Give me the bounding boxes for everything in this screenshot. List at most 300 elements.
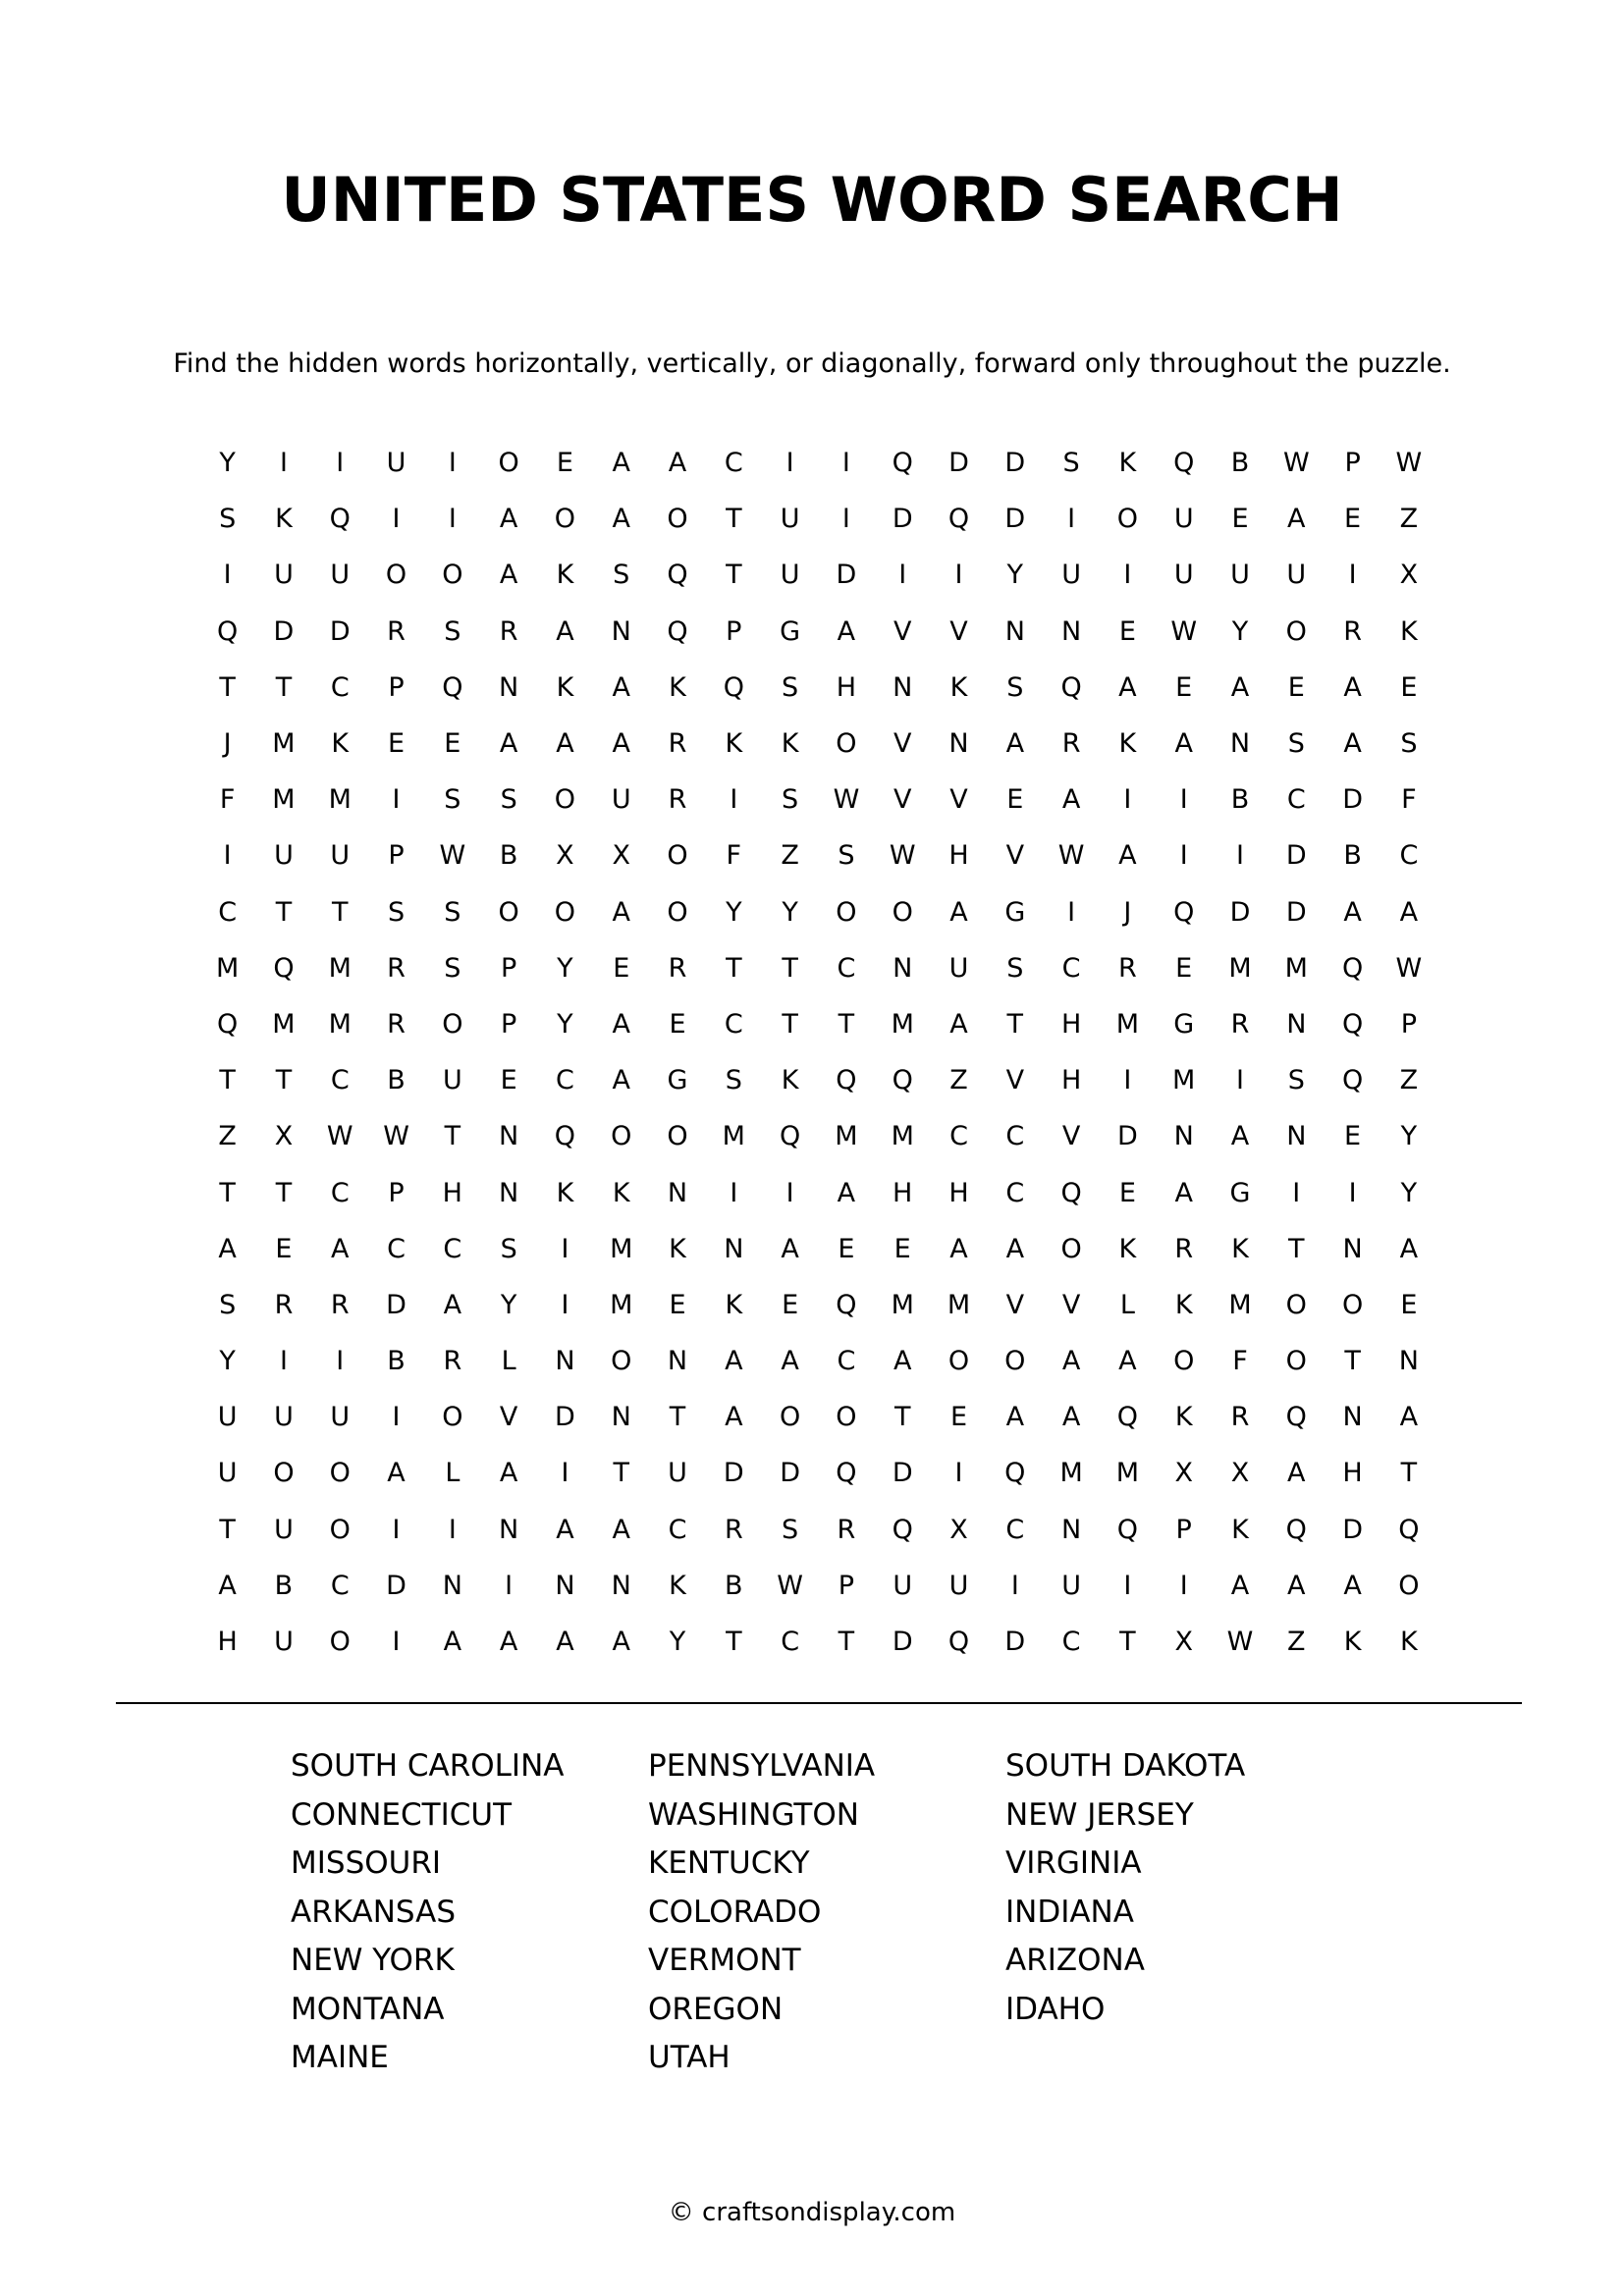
grid-letter: A <box>612 1008 630 1040</box>
word-list-item: VIRGINIA <box>1005 1845 1142 1881</box>
grid-letter: C <box>724 448 743 479</box>
grid-letter: O <box>498 448 519 479</box>
grid-letter: O <box>442 1008 463 1040</box>
grid-letter: L <box>501 1346 516 1377</box>
grid-letter: P <box>1400 1008 1418 1040</box>
grid-letter: Q <box>892 448 913 479</box>
grid-letter: N <box>1061 615 1082 647</box>
grid-letter: U <box>1061 560 1081 591</box>
grid-letter: U <box>330 840 351 872</box>
grid-letter: W <box>1282 448 1310 479</box>
grid-letter: I <box>223 560 232 591</box>
grid-letter: I <box>841 448 850 479</box>
grid-letter: U <box>330 560 351 591</box>
grid-letter: A <box>1005 1402 1025 1433</box>
grid-letter: N <box>667 1177 688 1208</box>
grid-letter: U <box>948 952 969 984</box>
grid-letter: D <box>892 504 913 535</box>
grid-letter: R <box>387 1008 406 1040</box>
grid-letter: O <box>667 1121 688 1152</box>
grid-letter: T <box>444 1121 461 1152</box>
grid-letter: T <box>1119 1627 1136 1658</box>
grid-letter: R <box>1230 1008 1250 1040</box>
grid-letter: V <box>893 615 912 647</box>
grid-letter: R <box>1118 952 1137 984</box>
grid-letter: D <box>1285 896 1307 928</box>
grid-letter: S <box>219 504 237 535</box>
grid-letter: S <box>1006 952 1024 984</box>
grid-letter: S <box>444 784 461 816</box>
grid-letter: W <box>777 1570 803 1601</box>
grid-letter: W <box>383 1121 409 1152</box>
grid-letter: I <box>1123 560 1132 591</box>
grid-letter: D <box>1004 504 1026 535</box>
grid-letter: Y <box>782 896 798 928</box>
grid-letter: F <box>219 784 236 816</box>
grid-letter: Q <box>1285 1402 1307 1433</box>
grid-letter: O <box>611 1121 632 1152</box>
grid-letter: I <box>279 448 288 479</box>
grid-letter: I <box>392 1514 401 1545</box>
grid-letter: D <box>1342 1514 1363 1545</box>
grid-letter: K <box>669 671 686 703</box>
grid-letter: S <box>782 671 799 703</box>
grid-letter: A <box>218 1233 237 1264</box>
grid-letter: E <box>1118 1177 1136 1208</box>
grid-letter: K <box>1231 1233 1249 1264</box>
grid-letter: A <box>499 1458 518 1489</box>
grid-letter: H <box>1342 1458 1363 1489</box>
grid-letter: X <box>1174 1627 1193 1658</box>
grid-letter: N <box>499 1121 519 1152</box>
grid-letter: U <box>1286 560 1307 591</box>
grid-letter: P <box>388 840 405 872</box>
grid-letter: A <box>1287 1570 1306 1601</box>
grid-letter: R <box>837 1514 856 1545</box>
grid-letter: N <box>499 1514 519 1545</box>
grid-letter: A <box>331 1233 350 1264</box>
grid-letter: Z <box>218 1121 237 1152</box>
grid-letter: I <box>223 840 232 872</box>
grid-letter: Z <box>1287 1627 1306 1658</box>
grid-letter: B <box>1343 840 1362 872</box>
grid-letter: V <box>949 784 968 816</box>
word-list-item: ARKANSAS <box>291 1894 457 1930</box>
grid-letter: E <box>1118 615 1136 647</box>
word-search-grid <box>199 435 1437 1670</box>
grid-letter: K <box>556 1177 574 1208</box>
grid-letter: H <box>893 1177 913 1208</box>
grid-letter: M <box>328 952 352 984</box>
grid-letter: N <box>442 1570 462 1601</box>
grid-letter: I <box>841 504 850 535</box>
grid-letter: E <box>1175 671 1193 703</box>
grid-letter: D <box>273 615 295 647</box>
grid-letter: C <box>1061 1627 1081 1658</box>
grid-letter: R <box>668 952 687 984</box>
grid-letter: J <box>223 728 232 760</box>
grid-letter: T <box>219 1065 236 1096</box>
grid-letter: Q <box>329 504 351 535</box>
grid-letter: W <box>833 784 860 816</box>
grid-letter: K <box>949 671 968 703</box>
grid-letter: M <box>891 1121 914 1152</box>
grid-letter: E <box>613 952 630 984</box>
grid-letter: Q <box>1285 1514 1307 1545</box>
grid-letter: O <box>442 1402 463 1433</box>
grid-letter: T <box>275 1065 293 1096</box>
grid-letter: S <box>782 784 799 816</box>
grid-letter: T <box>1288 1233 1305 1264</box>
grid-letter: N <box>1229 728 1251 760</box>
grid-letter: K <box>781 728 799 760</box>
grid-letter: A <box>1343 671 1362 703</box>
grid-letter: O <box>273 1458 295 1489</box>
word-list-item: MAINE <box>291 2040 389 2075</box>
grid-letter: U <box>611 784 631 816</box>
grid-letter: A <box>668 448 687 479</box>
grid-letter: F <box>1401 784 1417 816</box>
grid-letter: W <box>1395 448 1423 479</box>
grid-letter: P <box>838 1570 855 1601</box>
grid-letter: H <box>1060 1008 1082 1040</box>
grid-letter: R <box>387 615 406 647</box>
grid-letter: A <box>1061 1402 1081 1433</box>
word-list-item: OREGON <box>648 1991 784 2027</box>
grid-letter: I <box>392 784 401 816</box>
grid-letter: B <box>1230 448 1250 479</box>
grid-letter: U <box>1230 560 1250 591</box>
grid-letter: X <box>1174 1458 1193 1489</box>
grid-letter: K <box>669 1570 686 1601</box>
grid-letter: A <box>1005 728 1025 760</box>
grid-letter: E <box>1006 784 1024 816</box>
grid-letter: W <box>1170 615 1198 647</box>
grid-letter: N <box>611 1570 631 1601</box>
grid-letter: N <box>555 1570 575 1601</box>
grid-letter: M <box>610 1289 633 1320</box>
grid-letter: R <box>443 1346 462 1377</box>
word-list-item: PENNSYLVANIA <box>648 1748 876 1784</box>
grid-letter: T <box>1400 1458 1418 1489</box>
grid-letter: H <box>1060 1065 1082 1096</box>
grid-letter: C <box>387 1233 406 1264</box>
grid-letter: W <box>1226 1627 1254 1658</box>
grid-letter: O <box>329 1627 351 1658</box>
grid-letter: D <box>948 448 969 479</box>
grid-letter: E <box>388 728 406 760</box>
grid-letter: I <box>1123 1570 1132 1601</box>
grid-letter: T <box>782 1008 798 1040</box>
grid-letter: Q <box>723 671 744 703</box>
grid-letter: U <box>274 560 294 591</box>
grid-letter: T <box>219 671 236 703</box>
grid-letter: E <box>1344 504 1362 535</box>
grid-letter: O <box>385 560 407 591</box>
grid-letter: X <box>556 840 574 872</box>
grid-letter: R <box>668 784 687 816</box>
grid-letter: G <box>780 615 801 647</box>
grid-letter: A <box>556 1514 574 1545</box>
word-list-item: IDAHO <box>1005 1991 1106 2027</box>
grid-letter: M <box>272 1008 296 1040</box>
grid-letter: C <box>1005 1177 1025 1208</box>
grid-letter: B <box>387 1346 406 1377</box>
grid-letter: Y <box>557 1008 573 1040</box>
grid-letter: T <box>1344 1346 1361 1377</box>
grid-letter: N <box>611 615 631 647</box>
grid-letter: R <box>1343 615 1362 647</box>
grid-letter: A <box>1005 1233 1025 1264</box>
grid-letter: R <box>499 615 518 647</box>
grid-letter: O <box>554 504 576 535</box>
grid-letter: K <box>1174 1402 1193 1433</box>
grid-letter: R <box>724 1514 743 1545</box>
grid-letter: O <box>554 896 576 928</box>
footer-copyright: © craftsondisplay.com <box>668 2198 956 2227</box>
grid-letter: N <box>1004 615 1025 647</box>
grid-letter: D <box>329 615 351 647</box>
grid-letter: R <box>1061 728 1081 760</box>
grid-letter: I <box>1292 1177 1301 1208</box>
grid-letter: Q <box>1004 1458 1026 1489</box>
word-list-item: NEW YORK <box>291 1943 455 1978</box>
grid-letter: U <box>1061 1570 1081 1601</box>
grid-letter: H <box>948 1177 969 1208</box>
grid-letter: I <box>448 1514 457 1545</box>
grid-letter: N <box>1286 1008 1307 1040</box>
grid-letter: O <box>1341 1289 1364 1320</box>
grid-letter: C <box>1286 784 1306 816</box>
grid-letter: A <box>1287 1458 1306 1489</box>
grid-letter: T <box>726 1627 742 1658</box>
word-list-item: SOUTH CAROLINA <box>291 1748 565 1784</box>
grid-letter: K <box>556 560 574 591</box>
grid-letter: C <box>949 1121 968 1152</box>
grid-letter: M <box>891 1289 914 1320</box>
grid-letter: E <box>1175 952 1193 984</box>
grid-letter: I <box>392 1402 401 1433</box>
grid-letter: P <box>726 615 742 647</box>
grid-letter: I <box>1179 840 1188 872</box>
grid-letter: Y <box>500 1289 517 1320</box>
grid-letter: O <box>836 896 857 928</box>
grid-letter: R <box>1230 1402 1250 1433</box>
grid-letter: C <box>330 1065 350 1096</box>
grid-letter: V <box>893 728 912 760</box>
grid-letter: X <box>274 1121 294 1152</box>
grid-letter: T <box>893 1402 911 1433</box>
grid-letter: A <box>1118 671 1137 703</box>
grid-letter: D <box>1285 840 1307 872</box>
grid-letter: K <box>1400 1627 1418 1658</box>
grid-letter: Y <box>1006 560 1024 591</box>
grid-letter: E <box>949 1402 968 1433</box>
grid-letter: I <box>1236 1065 1244 1096</box>
grid-letter: O <box>442 560 463 591</box>
grid-letter: I <box>1236 840 1244 872</box>
word-column <box>648 1742 1005 2083</box>
grid-letter: P <box>500 1008 517 1040</box>
grid-letter: N <box>1398 1346 1419 1377</box>
grid-letter: K <box>1343 1627 1362 1658</box>
grid-letter: I <box>448 504 457 535</box>
grid-letter: Q <box>667 615 688 647</box>
grid-letter: A <box>612 448 630 479</box>
grid-letter: H <box>442 1177 462 1208</box>
grid-letter: I <box>1179 1570 1188 1601</box>
grid-letter: U <box>217 1402 238 1433</box>
word-list-item: UTAH <box>648 2040 731 2075</box>
grid-letter: V <box>1061 1121 1081 1152</box>
grid-letter: A <box>725 1346 743 1377</box>
grid-letter: U <box>948 1570 969 1601</box>
grid-letter: M <box>1172 1065 1196 1096</box>
word-list-item: COLORADO <box>648 1894 822 1930</box>
word-list-item: CONNECTICUT <box>291 1796 513 1833</box>
word-list-item: KENTUCKY <box>648 1845 810 1881</box>
grid-letter: V <box>1005 1065 1025 1096</box>
grid-letter: A <box>499 728 518 760</box>
grid-letter: Y <box>726 896 742 928</box>
grid-letter: E <box>782 1289 799 1320</box>
grid-letter: A <box>781 1346 799 1377</box>
grid-letter: A <box>1287 504 1306 535</box>
grid-letter: N <box>1342 1233 1363 1264</box>
grid-letter: Q <box>836 1289 857 1320</box>
grid-letter: U <box>780 504 800 535</box>
grid-letter: A <box>949 1233 968 1264</box>
grid-letter: K <box>1174 1289 1193 1320</box>
grid-letter: M <box>891 1008 914 1040</box>
grid-letter: I <box>1348 1177 1357 1208</box>
grid-letter: Q <box>1341 952 1364 984</box>
grid-letter: M <box>835 1121 858 1152</box>
grid-letter: G <box>1229 1177 1251 1208</box>
grid-letter: M <box>328 784 352 816</box>
grid-letter: S <box>444 896 461 928</box>
grid-letter: A <box>1174 1177 1193 1208</box>
grid-letter: O <box>1060 1233 1082 1264</box>
grid-letter: E <box>444 728 461 760</box>
grid-letter: T <box>331 896 349 928</box>
grid-letter: W <box>1057 840 1085 872</box>
grid-letter: S <box>444 952 461 984</box>
grid-letter: W <box>326 1121 353 1152</box>
grid-letter: A <box>1343 896 1362 928</box>
grid-letter: U <box>330 1402 351 1433</box>
grid-letter: W <box>439 840 466 872</box>
grid-letter: A <box>218 1570 237 1601</box>
word-list <box>291 1742 1363 2083</box>
grid-letter: V <box>1005 840 1025 872</box>
grid-letter: A <box>949 896 968 928</box>
grid-letter: A <box>499 560 518 591</box>
grid-letter: I <box>392 504 401 535</box>
grid-letter: A <box>612 896 630 928</box>
grid-letter: Q <box>892 1065 913 1096</box>
grid-letter: A <box>1230 671 1250 703</box>
grid-letter: X <box>949 1514 968 1545</box>
grid-letter: M <box>216 952 240 984</box>
grid-letter: Y <box>557 952 573 984</box>
grid-letter: H <box>836 671 857 703</box>
grid-letter: V <box>1061 1289 1081 1320</box>
grid-letter: Y <box>1400 1121 1418 1152</box>
grid-letter: C <box>837 952 856 984</box>
grid-letter: K <box>725 1289 743 1320</box>
grid-letter: G <box>1173 1008 1195 1040</box>
grid-letter: M <box>1284 952 1308 984</box>
grid-letter: O <box>836 728 857 760</box>
grid-letter: S <box>1400 728 1418 760</box>
grid-letter: P <box>1175 1514 1192 1545</box>
grid-letter: S <box>500 784 517 816</box>
grid-letter: U <box>274 840 294 872</box>
grid-letter: E <box>1344 1121 1362 1152</box>
grid-letter: S <box>387 896 406 928</box>
grid-letter: T <box>726 560 742 591</box>
grid-letter: D <box>892 1458 913 1489</box>
grid-letter: B <box>387 1065 406 1096</box>
page-title: UNITED STATES WORD SEARCH <box>281 164 1343 236</box>
divider <box>116 1702 1522 1704</box>
grid-letter: Y <box>219 448 236 479</box>
grid-letter: E <box>1231 504 1249 535</box>
grid-letter: S <box>838 840 855 872</box>
grid-letter: D <box>892 1627 913 1658</box>
grid-letter: M <box>272 728 296 760</box>
grid-letter: Y <box>669 1627 686 1658</box>
word-column <box>1005 1742 1363 2083</box>
grid-letter: U <box>217 1458 238 1489</box>
grid-letter: S <box>1287 728 1305 760</box>
grid-letter: A <box>1343 1570 1362 1601</box>
grid-letter: U <box>442 1065 462 1096</box>
grid-letter: Q <box>1398 1514 1420 1545</box>
grid-letter: H <box>948 840 969 872</box>
grid-letter: A <box>725 1402 743 1433</box>
grid-letter: U <box>274 1514 294 1545</box>
grid-letter: Q <box>273 952 295 984</box>
grid-letter: R <box>387 952 406 984</box>
grid-letter: I <box>561 1233 569 1264</box>
grid-letter: I <box>1067 504 1076 535</box>
grid-letter: Q <box>554 1121 576 1152</box>
grid-letter: M <box>272 784 296 816</box>
grid-letter: F <box>1232 1346 1248 1377</box>
grid-letter: E <box>275 1233 293 1264</box>
grid-letter: C <box>1061 952 1081 984</box>
grid-letter: N <box>555 1346 575 1377</box>
grid-letter: K <box>781 1065 799 1096</box>
grid-letter: A <box>1399 896 1419 928</box>
grid-letter: Q <box>1341 1065 1364 1096</box>
grid-letter: S <box>1062 448 1080 479</box>
grid-letter: S <box>725 1065 742 1096</box>
grid-letter: Q <box>1173 896 1195 928</box>
grid-letter: Q <box>947 1627 970 1658</box>
grid-letter: I <box>1067 896 1076 928</box>
grid-letter: X <box>1230 1458 1250 1489</box>
grid-letter: P <box>1344 448 1361 479</box>
grid-letter: T <box>275 896 293 928</box>
grid-letter: A <box>1118 1346 1137 1377</box>
grid-letter: U <box>386 448 406 479</box>
grid-letter: P <box>388 1177 405 1208</box>
instructions: Find the hidden words horizontally, vertically, or diagonally, forward only throughout the puzzle. <box>173 348 1451 379</box>
grid-letter: J <box>1123 896 1132 928</box>
